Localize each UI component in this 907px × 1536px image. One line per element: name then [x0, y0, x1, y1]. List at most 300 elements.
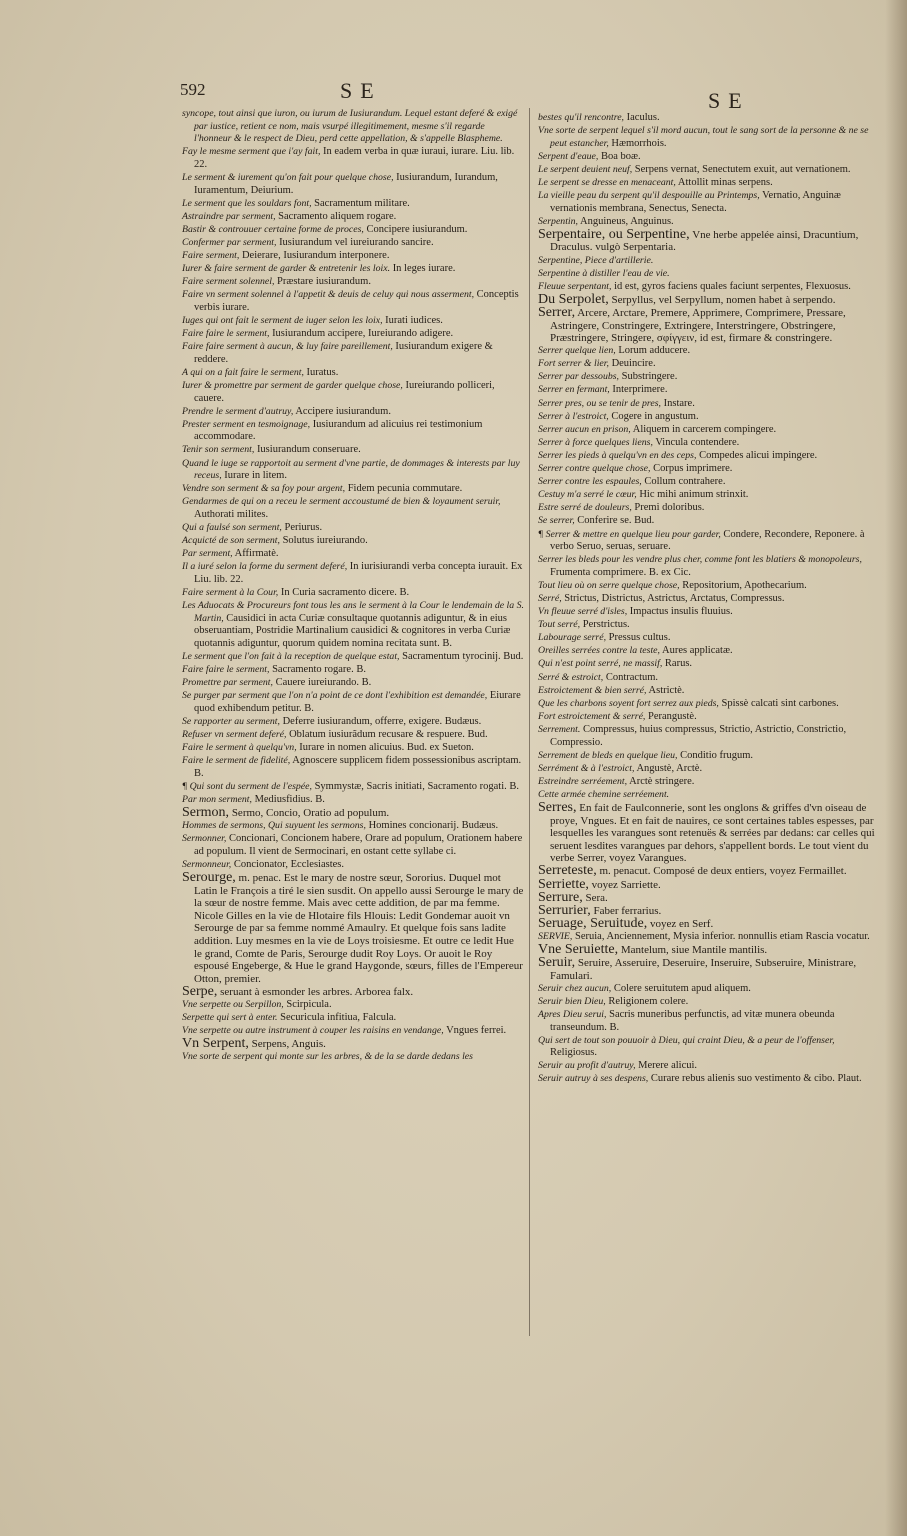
- dictionary-entry: [538, 944, 880, 957]
- entry-latin: Curare rebus alienis suo vestimento & cibo. Plaut.: [650, 1073, 862, 1085]
- entry-latin: Deuincire.: [611, 358, 656, 370]
- dictionary-entry: [538, 750, 880, 763]
- entry-latin: Sacramento aliquem rogare.: [278, 210, 397, 222]
- entry-latin: Periurus.: [284, 522, 323, 533]
- entry-latin: Astrictè.: [648, 684, 685, 696]
- dictionary-entry: [538, 789, 880, 802]
- entry-french: Il a iuré selon la forme du serment deferé,: [182, 561, 348, 573]
- entry-latin: Conditio frugum.: [680, 749, 754, 761]
- dictionary-entry: [182, 341, 524, 366]
- entry-french: Seruir autruy à ses despens,: [538, 1073, 649, 1085]
- entry-latin: Rarus.: [664, 658, 693, 670]
- entry-headword: Seruage, Seruitude,: [538, 915, 648, 931]
- entry-french: Seruir bien Dieu,: [538, 995, 606, 1007]
- entry-french: Le serpent se dresse en menaceant,: [538, 176, 676, 188]
- entry-headword: Serrurier,: [538, 902, 591, 918]
- entry-latin: Concionari, Concionem habere, Orare ad populum, Orationem habere ad populum. Il vient de Sermocinari, en ostant cette syllabe ci.: [194, 833, 523, 857]
- entry-latin: Religiosus.: [550, 1047, 597, 1059]
- entry-latin: Repositorium, Apothecarium.: [682, 579, 807, 591]
- entry-french: Serrer aucun en prison,: [538, 423, 631, 435]
- entry-french: Faire serment à la Cour,: [182, 586, 279, 598]
- entry-french: Bastir & controuuer certaine forme de proces,: [182, 223, 364, 235]
- dictionary-entry: [182, 496, 524, 521]
- dictionary-entry: [538, 177, 880, 190]
- entry-french: Confermer par serment,: [182, 236, 277, 248]
- dictionary-entry: [182, 198, 524, 211]
- entry-headword: Vne Seruiette,: [538, 942, 619, 957]
- entry-french: Les Aduocats & Procureurs font tous les ans le serment à la Cour le lendemain de la S. Martin,: [182, 600, 524, 624]
- entry-headword: Sermon,: [182, 805, 230, 821]
- entry-french: Acquicté de son serment,: [182, 535, 280, 547]
- entry-french: Vne serpette ou Serpillon,: [182, 998, 284, 1010]
- dictionary-entry: [182, 406, 524, 419]
- entry-french: Gendarmes de qui on a receu le serment accoustumé de bien & loyaument seruir,: [182, 496, 501, 508]
- dictionary-entry: [182, 328, 524, 341]
- entry-latin: Iuratus.: [306, 366, 339, 378]
- entry-headword: Serres,: [538, 799, 577, 815]
- entry-latin: Sacramentum tyrocinij. Bud.: [402, 650, 524, 662]
- entry-french: Sermonneur,: [182, 858, 232, 870]
- entry-french: Vne sorte de serpent qui monte sur les arbres, & de la se darde dedans les: [182, 1051, 473, 1063]
- dictionary-entry: [538, 876, 880, 892]
- entry-latin: Cauere iureiurando. B.: [275, 677, 372, 689]
- entry-latin: Mediusfidius. B.: [254, 793, 325, 805]
- entry-latin: Merere alicui.: [638, 1060, 698, 1072]
- dictionary-entry: [182, 172, 524, 197]
- entry-latin: Strictus, Districtus, Astrictus, Arctatus, Compressus.: [564, 592, 785, 604]
- entry-latin: En fait de Faulconnerie, sont les onglons & griffes d'vn oiseau de proye, Vngues. Et en fait de nauires, ce sont certaines tables espesses, par lesquelles les varangues sont retenuës & serrées par dedans: car celles qui seruent lesdites varangues par dehors, s'appellent bords. Le tout vient du verbe Serrer, voyez Varangues.: [550, 801, 875, 865]
- entry-latin: Iusiurandum ad alicuius rei testimonium accommodare.: [194, 418, 483, 443]
- entry-latin: Iurati iudices.: [385, 315, 443, 326]
- dictionary-entry: [182, 276, 524, 289]
- dictionary-entry: [538, 529, 880, 554]
- entry-french: Seruir au profit d'autruy,: [538, 1060, 636, 1072]
- entry-latin: Præstare iusiurandum.: [277, 276, 371, 288]
- entry-latin: Hæmorrhois.: [611, 137, 667, 149]
- dictionary-entry: [182, 999, 524, 1012]
- dictionary-entry: [538, 658, 880, 671]
- entry-french: Le serpent deuient neuf,: [538, 163, 633, 175]
- entry-french: Serrer à l'estroict,: [538, 410, 609, 422]
- entry-latin: Colere seruitutem apud aliquem.: [613, 982, 751, 994]
- dictionary-entry: [538, 619, 880, 632]
- entry-latin: Boa boæ.: [600, 150, 641, 162]
- entry-french: Prendre le serment d'autruy,: [182, 405, 294, 417]
- entry-latin: Sermo, Concio, Oratio ad populum.: [231, 807, 390, 820]
- dictionary-entry: [538, 606, 880, 619]
- column-divider: [529, 108, 530, 1336]
- dictionary-entry: [182, 522, 524, 535]
- dictionary-entry: [538, 112, 880, 125]
- entry-latin: Sacris muneribus perfunctis, ad vitæ munera obeunda transeundum. B.: [550, 1008, 835, 1033]
- dictionary-entry: [538, 463, 880, 476]
- dictionary-entry: [538, 1060, 880, 1073]
- entry-french: SERVIE,: [538, 930, 573, 942]
- entry-latin: Affirmatè.: [234, 548, 279, 560]
- page-edge-shadow: [885, 0, 907, 1536]
- entry-french: Hommes de sermons, Qui suyuent les sermons,: [182, 820, 366, 832]
- entry-latin: Seruire, Asseruire, Deseruire, Inseruire, Subseruire, Ministrare, Famulari.: [550, 957, 857, 982]
- entry-french: Tout lieu où on serre quelque chose,: [538, 579, 680, 591]
- entry-french: Le serment & iurement qu'on fait pour quelque chose,: [182, 171, 394, 183]
- dictionary-entry: [538, 125, 880, 150]
- dictionary-entry: [182, 729, 524, 742]
- entry-french: Oreilles serrées contre la teste,: [538, 645, 660, 657]
- entry-latin: Vngues ferrei.: [446, 1025, 507, 1037]
- entry-latin: Attollit minas serpens.: [677, 176, 773, 188]
- dictionary-entry: [182, 380, 524, 405]
- dictionary-entry: [182, 664, 524, 677]
- entry-french: Serrer les pieds à quelqu'vn en des ceps,: [538, 449, 697, 461]
- entry-french: Prester serment en tesmoignage,: [182, 418, 311, 430]
- entry-french: Fort serrer & lier,: [538, 358, 609, 370]
- right-column: [538, 112, 880, 1087]
- entry-french: Cestuy m'a serré le cœur,: [538, 489, 637, 501]
- entry-headword: Serpentaire, ou Serpentine,: [538, 226, 690, 242]
- entry-french: Serrément & à l'estroict,: [538, 762, 635, 774]
- dictionary-entry: [538, 1009, 880, 1034]
- entry-latin: Conferire se. Bud.: [577, 515, 655, 527]
- entry-french: Serrer à force quelques liens,: [538, 436, 653, 448]
- entry-latin: Authorati milites.: [194, 508, 269, 520]
- entry-latin: Iureiurando polliceri, cauere.: [194, 379, 495, 404]
- entry-latin: Sacramentum militare.: [314, 197, 410, 209]
- dictionary-entry: [538, 226, 880, 254]
- entry-french: Qui a faulsé son serment,: [182, 522, 282, 533]
- dictionary-entry: [182, 315, 524, 328]
- dictionary-entry: [538, 398, 880, 411]
- entry-latin: Vincula contendere.: [655, 436, 740, 448]
- entry-latin: Iusiurandum accipere, Iureiurando adigere.: [272, 328, 454, 340]
- entry-latin: voyez Sarriette.: [591, 878, 661, 891]
- entry-french: Serré,: [538, 592, 562, 604]
- entry-latin: Oblatum iusiurãdum recusare & respuere. Bud.: [289, 729, 488, 740]
- dictionary-entry: [538, 996, 880, 1009]
- dictionary-entry: [538, 1073, 880, 1086]
- entry-french: Promettre par serment,: [182, 677, 273, 689]
- dictionary-entry: [538, 915, 880, 931]
- entry-french: Serrer les bleds pour les vendre plus cher, comme font les blatiers & monopoleurs,: [538, 554, 862, 566]
- entry-french: Serpette qui sert à enter.: [182, 1012, 278, 1024]
- entry-french: Faire serment,: [182, 250, 240, 262]
- running-head-right: SE: [708, 88, 750, 113]
- dictionary-entry: [538, 957, 880, 982]
- entry-french: Faire le serment de fidelité,: [182, 755, 291, 767]
- entry-latin: Corpus imprimere.: [653, 463, 733, 475]
- entry-french: Serpentine à distiller l'eau de vie.: [538, 267, 670, 279]
- dictionary-entry: [182, 419, 524, 444]
- entry-latin: Perstrictus.: [582, 619, 630, 631]
- entry-latin: Sacramento rogare. B.: [272, 664, 366, 676]
- entry-french: Serrer pres, ou se tenir de pres,: [538, 397, 661, 409]
- dictionary-entry: [182, 561, 524, 586]
- dictionary-entry: [538, 411, 880, 424]
- entry-headword: Du Serpolet,: [538, 291, 609, 307]
- entry-latin: Concipere iusiurandum.: [366, 223, 468, 235]
- entry-latin: Iurare in litem.: [224, 470, 287, 482]
- dictionary-entry: [182, 716, 524, 729]
- dictionary-entry: [538, 291, 880, 307]
- entry-latin: Premi doloribus.: [634, 502, 705, 514]
- entry-french: Qui n'est point serré, ne massif,: [538, 658, 663, 670]
- entry-french: Faire serment solennel,: [182, 276, 275, 288]
- dictionary-entry: [538, 190, 880, 215]
- dictionary-entry: [538, 255, 880, 268]
- entry-french: Cette armée chemine serréement.: [538, 788, 670, 800]
- dictionary-entry: [182, 872, 524, 985]
- entry-french: Iuges qui ont fait le serment de iuger selon les loix,: [182, 315, 383, 326]
- entry-latin: Substringere.: [621, 371, 678, 383]
- entry-latin: Arctè stringere.: [629, 775, 695, 787]
- dictionary-entry: [538, 1035, 880, 1060]
- entry-french: Par mon serment,: [182, 793, 252, 805]
- entry-headword: Serpe,: [182, 983, 218, 999]
- entry-latin: In Curia sacramento dicere. B.: [280, 586, 410, 598]
- entry-french: ¶ Serrer & mettre en quelque lieu pour garder,: [538, 528, 721, 540]
- dictionary-entry: [182, 211, 524, 224]
- entry-latin: Conceptis verbis iurare.: [194, 289, 519, 313]
- entry-french: Vne serpette ou autre instrument à couper les raisins en vendange,: [182, 1025, 444, 1037]
- entry-french: Qui sert de tout son pouuoir à Dieu, qui craint Dieu, & a peur de l'offenser,: [538, 1034, 835, 1046]
- entry-french: Serpent d'eaue,: [538, 150, 599, 162]
- dictionary-entry: [538, 685, 880, 698]
- entry-french: bestes qu'il rencontre,: [538, 112, 624, 123]
- entry-latin: Causidici in acta Curiæ consultaque quotannis adiguntur, & in eius obseruantiam, Postridie Martinalium causidici & cognitores in verba Curiæ quotannis adiguntur, quorum quidem nomina recitata sunt. B.: [194, 612, 511, 649]
- entry-latin: Symmystæ, Sacris initiati, Sacramento rogati. B.: [314, 780, 519, 792]
- entry-french: Vne sorte de serpent lequel s'il mord aucun, tout le sang sort de la personne & ne se peut estancher,: [538, 125, 869, 149]
- dictionary-entry: [538, 304, 880, 345]
- entry-french: Le serment que l'on fait à la reception de quelque estat,: [182, 650, 400, 662]
- entry-headword: Serriette,: [538, 876, 589, 892]
- entry-latin: Vne herbe appelée ainsi, Dracuntium, Draculus. vulgò Serpentaria.: [550, 228, 859, 254]
- entry-latin: Condere, Recondere, Reponere. à verbo Seruo, seruas, seruare.: [550, 528, 865, 553]
- dictionary-entry: [182, 690, 524, 715]
- entry-latin: In eadem verba in quæ iuraui, iurare. Liu. lib. 22.: [194, 146, 515, 170]
- entry-latin: Securicula infitiua, Falcula.: [280, 1012, 397, 1024]
- dictionary-entry: [538, 489, 880, 502]
- entry-french: Faire faire serment à aucun, & luy faire pareillement,: [182, 341, 393, 353]
- dictionary-entry: [538, 799, 880, 865]
- entry-french: Tenir son serment,: [182, 444, 255, 456]
- entry-french: Faire le serment à quelqu'vn,: [182, 742, 297, 754]
- page-number: 592: [180, 80, 206, 99]
- entry-latin: Scirpicula.: [286, 998, 332, 1010]
- entry-french: Astraindre par serment,: [182, 210, 276, 222]
- dictionary-entry: [182, 237, 524, 250]
- dictionary-entry: [538, 437, 880, 450]
- entry-latin: Deferre iusiurandum, offerre, exigere. Budæus.: [282, 715, 482, 727]
- dictionary-entry: [538, 698, 880, 711]
- entry-latin: Iurare in nomen alicuius. Bud. ex Sueton.: [299, 742, 474, 754]
- entry-french: A qui on a fait faire le serment,: [182, 366, 304, 378]
- entry-latin: Contractum.: [605, 671, 659, 683]
- dictionary-entry: [538, 502, 880, 515]
- dictionary-entry: [538, 151, 880, 164]
- entry-french: Labourage serré,: [538, 632, 607, 644]
- entry-french: Le serment que les souldars font,: [182, 197, 312, 209]
- entry-latin: Religionem colere.: [608, 995, 689, 1007]
- entry-latin: Vernatio, Anguinæ vernationis membrana, Senectus, Senecta.: [550, 190, 841, 214]
- entry-latin: Compressus, huius compressus, Strictio, Astrictio, Constrictio, Compressio.: [550, 723, 847, 748]
- entry-french: Serré & estroict,: [538, 671, 604, 683]
- entry-french: La vieille peau du serpent qu'il despouille au Printemps,: [538, 190, 760, 202]
- dictionary-entry: [538, 776, 880, 789]
- entry-latin: Faber ferrarius.: [593, 904, 662, 917]
- entry-headword: Serreteste,: [538, 863, 597, 879]
- entry-latin: m. penacut. Composé de deux entiers, voyez Fermaillet.: [599, 865, 847, 878]
- dictionary-entry: [182, 983, 524, 999]
- dictionary-entry: [182, 483, 524, 496]
- dictionary-entry: [538, 672, 880, 685]
- entry-latin: Cogere in angustum.: [611, 410, 699, 422]
- entry-latin: Serpens, Anguis.: [251, 1038, 326, 1051]
- dictionary-entry: [182, 742, 524, 755]
- entry-latin: Angustè, Arctè.: [636, 762, 703, 774]
- entry-latin: Eiurare quod exhibendum petitur. B.: [194, 690, 521, 714]
- entry-french: Serrement de bleds en quelque lieu,: [538, 749, 678, 761]
- dictionary-entry: [182, 781, 524, 794]
- entry-french: ¶ Qui sont du serment de l'espée,: [182, 780, 312, 792]
- entry-latin: Lorum adducere.: [618, 345, 691, 357]
- entry-latin: Fidem pecunia commutare.: [347, 483, 463, 495]
- dictionary-entry: [538, 515, 880, 528]
- dictionary-entry: [538, 371, 880, 384]
- entry-latin: Interprimere.: [612, 384, 668, 396]
- entry-french: syncope, tout ainsi que iuron, ou iurum de Iusiurandum. Lequel estant deferé & exigé par iustice, retient ce nom, mais vsurpé illegitimement, mesme s'il regarde l'honneur & le respect de Dieu, perd cette appellation, & s'appelle Blaspheme.: [182, 108, 518, 145]
- entry-latin: Collum contrahere.: [644, 476, 726, 488]
- dictionary-entry: [182, 444, 524, 457]
- entry-french: Iurer & faire serment de garder & entretenir les loix.: [182, 263, 391, 275]
- dictionary-entry: [538, 983, 880, 996]
- entry-french: Tout serré,: [538, 619, 581, 631]
- entry-french: Se purger par serment que l'on n'a point de ce dont l'exhibition est demandée,: [182, 690, 488, 702]
- dictionary-entry: [182, 250, 524, 263]
- entry-headword: Vn Serpent,: [182, 1036, 249, 1052]
- entry-headword: Serourge,: [182, 870, 236, 886]
- entry-french: Par serment,: [182, 548, 233, 560]
- dictionary-entry: [538, 865, 880, 878]
- dictionary-entry: [182, 587, 524, 600]
- entry-latin: In iurisiurandi verba concepta iurauit. Ex Liu. lib. 22.: [194, 561, 523, 585]
- entry-french: Se serrer,: [538, 515, 575, 527]
- entry-latin: Compedes alicui impingere.: [699, 449, 818, 461]
- entry-latin: Anguineus, Anguinus.: [580, 215, 674, 227]
- entry-latin: Iaculus.: [626, 112, 660, 123]
- dictionary-entry: [182, 755, 524, 780]
- entry-french: Serrer contre quelque chose,: [538, 463, 651, 475]
- entry-latin: Instare.: [663, 397, 695, 409]
- running-head-left: SE: [340, 78, 382, 103]
- entry-latin: Serpyllus, vel Serpyllum, nomen habet à serpendo.: [611, 293, 836, 306]
- entry-latin: Seruia, Anciennement, Mysia inferior. nonnullis etiam Rascia vocatur.: [575, 930, 870, 942]
- dictionary-entry: [182, 108, 524, 146]
- entry-headword: Serrure,: [538, 889, 583, 905]
- entry-latin: Hic mihi animum strinxit.: [639, 489, 749, 501]
- entry-french: Fleuue serpentant,: [538, 280, 612, 292]
- entry-headword: Serrer,: [538, 304, 576, 320]
- entry-latin: Iusiurandum vel iureiurando sancire.: [279, 236, 434, 248]
- dictionary-entry: [538, 645, 880, 658]
- dictionary-entry: [538, 345, 880, 358]
- dictionary-entry: [182, 263, 524, 276]
- entry-french: Vendre son serment & sa foy pour argent,: [182, 483, 346, 495]
- entry-latin: Arcere, Arctare, Premere, Apprimere, Comprimere, Pressare, Astringere, Constringere, Extringere, Interstringere, Obstringere, Præstringere, Stringere, σφίγγειν, id est, firmare & constringere.: [550, 306, 846, 345]
- dictionary-entry: [538, 384, 880, 397]
- entry-french: Fort estroictement & serré,: [538, 710, 646, 722]
- entry-french: Serpentin,: [538, 215, 578, 227]
- dictionary-entry: [182, 289, 524, 314]
- dictionary-entry: [182, 677, 524, 690]
- dictionary-entry: [538, 632, 880, 645]
- entry-latin: Impactus insulis fluuius.: [629, 606, 733, 618]
- dictionary-entry: [182, 651, 524, 664]
- dictionary-entry: [182, 224, 524, 237]
- entry-french: Quand le iuge se rapportoit au serment d'vne partie, de dommages & interests par luy receus,: [182, 457, 520, 482]
- entry-latin: Iusiurandum exigere & reddere.: [194, 341, 493, 365]
- entry-latin: Pressus cultus.: [608, 632, 671, 644]
- dictionary-entry: [538, 593, 880, 606]
- entry-latin: Frumenta comprimere. B. ex Cic.: [550, 566, 691, 578]
- entry-french: Serrement.: [538, 723, 581, 735]
- entry-french: Iurer & promettre par serment de garder quelque chose,: [182, 379, 403, 391]
- dictionary-entry: [538, 554, 880, 579]
- dictionary-entry: [538, 424, 880, 437]
- entry-french: Serpentine, Piece d'artillerie.: [538, 254, 654, 266]
- entry-french: Serrer en fermant,: [538, 384, 610, 396]
- entry-french: Estre serré de douleurs,: [538, 502, 632, 514]
- entry-french: Faire faire le serment,: [182, 664, 270, 676]
- dictionary-entry: [538, 358, 880, 371]
- entry-latin: Agnoscere supplicem fidem possessionibus ascriptam. B.: [194, 755, 522, 779]
- entry-latin: Spissè calcati sint carbones.: [721, 697, 839, 709]
- entry-french: Refuser vn serment deferé,: [182, 729, 287, 740]
- entry-french: Estroictement & bien serré,: [538, 684, 647, 696]
- entry-latin: voyez en Serf.: [650, 917, 714, 930]
- entry-latin: In leges iurare.: [392, 263, 456, 275]
- dictionary-entry: [538, 164, 880, 177]
- dictionary-entry: [182, 820, 524, 833]
- entry-latin: Aures applicatæ.: [662, 645, 733, 657]
- dictionary-entry: [182, 794, 524, 807]
- entry-latin: Concionator, Ecclesiastes.: [233, 858, 344, 870]
- entry-latin: Serpens vernat, Senectutem exuit, aut vernationem.: [634, 163, 851, 175]
- entry-french: Se rapporter au serment,: [182, 715, 280, 727]
- dictionary-entry: [182, 146, 524, 171]
- dictionary-entry: [182, 1038, 524, 1051]
- entry-latin: m. penac. Est le mary de nostre sœur, Sororius. Duquel mot Latin le François a tiré le sien susdit. On appello aussi Serourge le mary de la sœur de nostre femme. Mais avec cette addition, de par ma femme. Nicole Gilles en la vie de Hlotaire fils Hlouis: Ledit Gondemar auoit vn Serourge de par sa femme nommé Amaulry. Et quelque fois sans ladite addition. Luy mesmes en la vie de Loys troisiesme. Et outre ce ledit Hue le grand, Comte de Paris, Serourge dudit Roy Loys. Or auoit le Roy espousé Engeberge, & Hue le grand Haygonde, sœurs, filles de l'Empereur Otton, premier.: [194, 872, 524, 985]
- entry-french: Estreindre serréement,: [538, 775, 628, 787]
- entry-french: Sermonner,: [182, 833, 227, 845]
- entry-latin: Iusiurandum, Iurandum, Iuramentum, Deiurium.: [194, 171, 498, 196]
- entry-headword: Seruir,: [538, 955, 576, 971]
- dictionary-entry: [538, 580, 880, 593]
- dictionary-entry: [538, 724, 880, 749]
- entry-latin: seruant à esmonder les arbres. Arborea falx.: [220, 985, 414, 998]
- entry-latin: id est, gyros faciens quales faciunt serpentes, Flexuosus.: [614, 280, 851, 292]
- entry-latin: Perangustè.: [648, 710, 697, 722]
- entry-french: Faire faire le serment,: [182, 328, 270, 340]
- dictionary-entry: [182, 535, 524, 548]
- entry-latin: Solutus iureiurando.: [282, 535, 368, 547]
- entry-french: Apres Dieu serui,: [538, 1008, 607, 1020]
- dictionary-entry: [182, 1051, 524, 1064]
- entry-french: Serrer contre les espaules,: [538, 476, 642, 488]
- dictionary-entry: [182, 600, 524, 650]
- entry-french: Serrer par dessoubs,: [538, 371, 620, 383]
- dictionary-entry: [182, 458, 524, 483]
- entry-french: Que les charbons soyent fort serrez aux pieds,: [538, 697, 719, 709]
- entry-latin: Mantelum, siue Mantile mantilis.: [620, 944, 768, 956]
